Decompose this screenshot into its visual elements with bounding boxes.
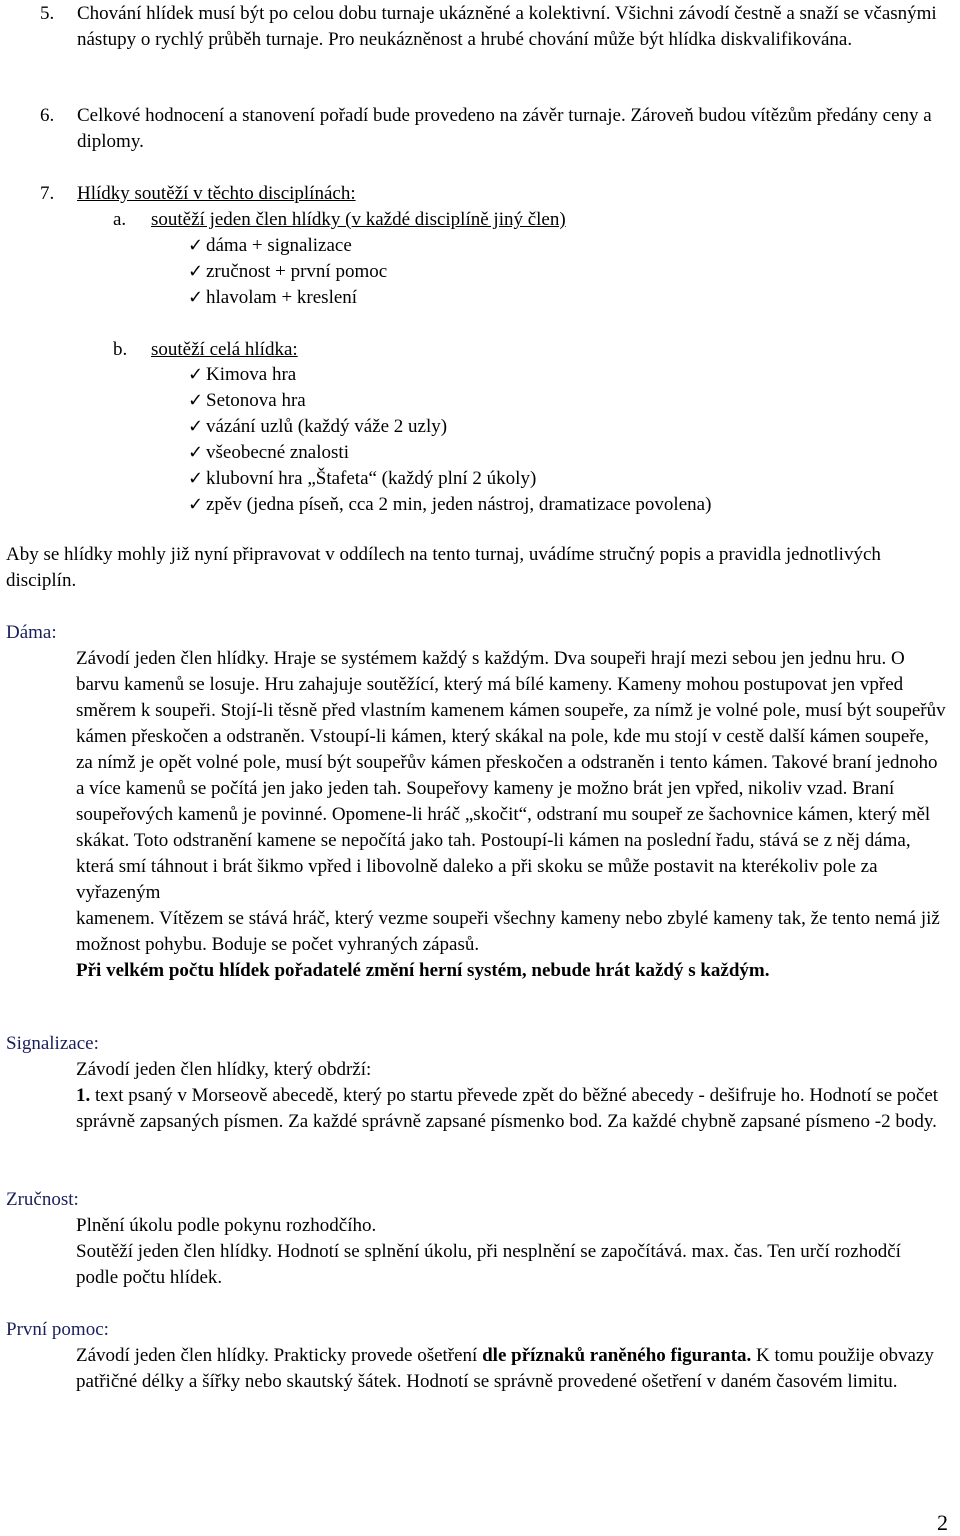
check-item: ✓ vázání uzlů (každý váže 2 uzly) [188, 414, 711, 440]
checkmark-icon: ✓ [188, 287, 204, 308]
paragraph: Závodí jeden člen hlídky. Prakticky provede ošetření dle příznaků raněného figuranta. K tomu použije obvazy patřičné délky a šířky nebo skautský šátek. Hodnotí se správně provedené ošetření v daném časovém limitu. [76, 1345, 934, 1392]
check-item: ✓ Kimova hra [188, 362, 711, 388]
paragraph: Závodí jeden člen hlídky. Hraje se systémem každý s každým. Dva soupeři hrají mezi sebou jen jednu hru. O barvu kamenů se losuje. Hru zahajuje soutěžící, který má bílé kameny. Kameny mohou postupovat jen vpřed směrem k soupeři. Stojí-li těsně před vlastním kamenem kámen soupeře, za nímž je volné pole, musí být soupeřův kámen přeskočen a odstraněn. Vstoupí-li kámen, který skákal na pole, kde mu stojí v cestě další kámen soupeře, za nímž je opět volné pole, musí být soupeřův kámen přeskočen a odstraněn i tento kámen. Takové braní jednoho a více kamenů se počítá jen jako jeden tah. Soupeřovy kameny je možno brát jen vpřed, nikoliv vzad. Braní soupeřových kamenů je povinné. Opomene-li hráč „skočit“, odstraní mu soupeř ze šachovnice kámen, který měl skákat. Toto odstranění kamene se nepočítá jako tah. Postoupí-li kámen na poslední řadu, stává se z něj dáma, která smí táhnout i brát šikmo vpřed i libovolně daleko a při skoku se může postavit na kterékoliv pole za vyřazeným [76, 648, 946, 903]
item-number: 7. [40, 183, 55, 204]
section-heading-signalizace: Signalizace: [6, 1033, 99, 1054]
checkmark-icon: ✓ [188, 468, 204, 489]
section-heading-zrucnost: Zručnost: [6, 1189, 79, 1210]
item-text: Hlídky soutěží v těchto disciplínách: [77, 183, 356, 204]
checklist-b [188, 362, 711, 518]
paragraph: Soutěží jeden člen hlídky. Hodnotí se splnění úkolu, při nesplnění se započítává. max. čas. Ten určí rozhodčí podle počtu hlídek. [76, 1241, 901, 1288]
paragraph: kamenem. Vítězem se stává hráč, který vezme soupeři všechny kameny nebo zbylé kameny tak, že tento nemá již možnost pohybu. Boduje se počet vyhraných zápasů. [76, 908, 940, 955]
page-number: 2 [937, 1510, 948, 1535]
checkmark-icon: ✓ [188, 416, 204, 437]
checkmark-icon: ✓ [188, 442, 204, 463]
check-item: ✓ zpěv (jedna píseň, cca 2 min, jeden nástroj, dramatizace povolena) [188, 492, 711, 518]
paragraph: Plnění úkolu podle pokynu rozhodčího. [76, 1215, 377, 1236]
sub-letter: b. [113, 339, 128, 360]
intro-paragraph: Aby se hlídky mohly již nyní připravovat v oddílech na tento turnaj, uvádíme stručný popis a pravidla jednotlivých disciplín. [6, 544, 881, 591]
check-item: ✓ dáma + signalizace [188, 233, 387, 259]
item-number: 5. [40, 3, 55, 24]
sub-letter: a. [113, 209, 127, 230]
paragraph: Závodí jeden člen hlídky, který obdrží: [76, 1059, 372, 1080]
check-item: ✓ klubovní hra „Štafeta“ (každý plní 2 úkoly) [188, 466, 711, 492]
section-heading-dama: Dáma: [6, 622, 57, 643]
list-item-6 [40, 103, 950, 155]
section-body-zrucnost [76, 1213, 936, 1291]
sub-label: soutěží jeden člen hlídky (v každé disciplíně jiný člen) [151, 209, 566, 230]
check-item: ✓ hlavolam + kreslení [188, 285, 387, 311]
item-number: 6. [40, 105, 55, 126]
item-text: Celkové hodnocení a stanovení pořadí bude provedeno na závěr turnaje. Zároveň budou vítězům předány ceny a diplomy. [77, 105, 932, 152]
section-heading-prvni-pomoc: První pomoc: [6, 1319, 109, 1340]
bold-note: Při velkém počtu hlídek pořadatelé změní herní systém, nebude hrát každý s každým. [76, 960, 770, 981]
checkmark-icon: ✓ [188, 390, 204, 411]
section-body-signalizace [76, 1057, 946, 1135]
checklist-a [188, 233, 387, 311]
sub-item-b [113, 337, 298, 363]
check-item: ✓ všeobecné znalosti [188, 440, 711, 466]
section-body-dama [76, 646, 946, 984]
checkmark-icon: ✓ [188, 494, 204, 515]
sub-label: soutěží celá hlídka: [151, 339, 298, 360]
check-item: ✓ zručnost + první pomoc [188, 259, 387, 285]
check-item: ✓ Setonova hra [188, 388, 711, 414]
checkmark-icon: ✓ [188, 364, 204, 385]
section-body-prvni-pomoc [76, 1343, 956, 1395]
list-item-5 [40, 1, 950, 53]
checkmark-icon: ✓ [188, 235, 204, 256]
paragraph: 1. text psaný v Morseově abecedě, který po startu převede zpět do běžné abecedy - dešifruje ho. Hodnotí se počet správně zapsaných písmen. Za každé správně zapsané písmenko bod. Za každé chybně zapsané písmeno -2 body. [76, 1085, 939, 1132]
sub-item-a [113, 207, 566, 233]
list-item-7 [40, 181, 950, 207]
item-text: Chování hlídek musí být po celou dobu turnaje ukázněné a kolektivní. Všichni závodí čestně a snaží se včasnými nástupy o rychlý průběh turnaje. Pro neukázněnost a hrubé chování může být hlídka diskvalifikována. [77, 3, 937, 50]
checkmark-icon: ✓ [188, 261, 204, 282]
